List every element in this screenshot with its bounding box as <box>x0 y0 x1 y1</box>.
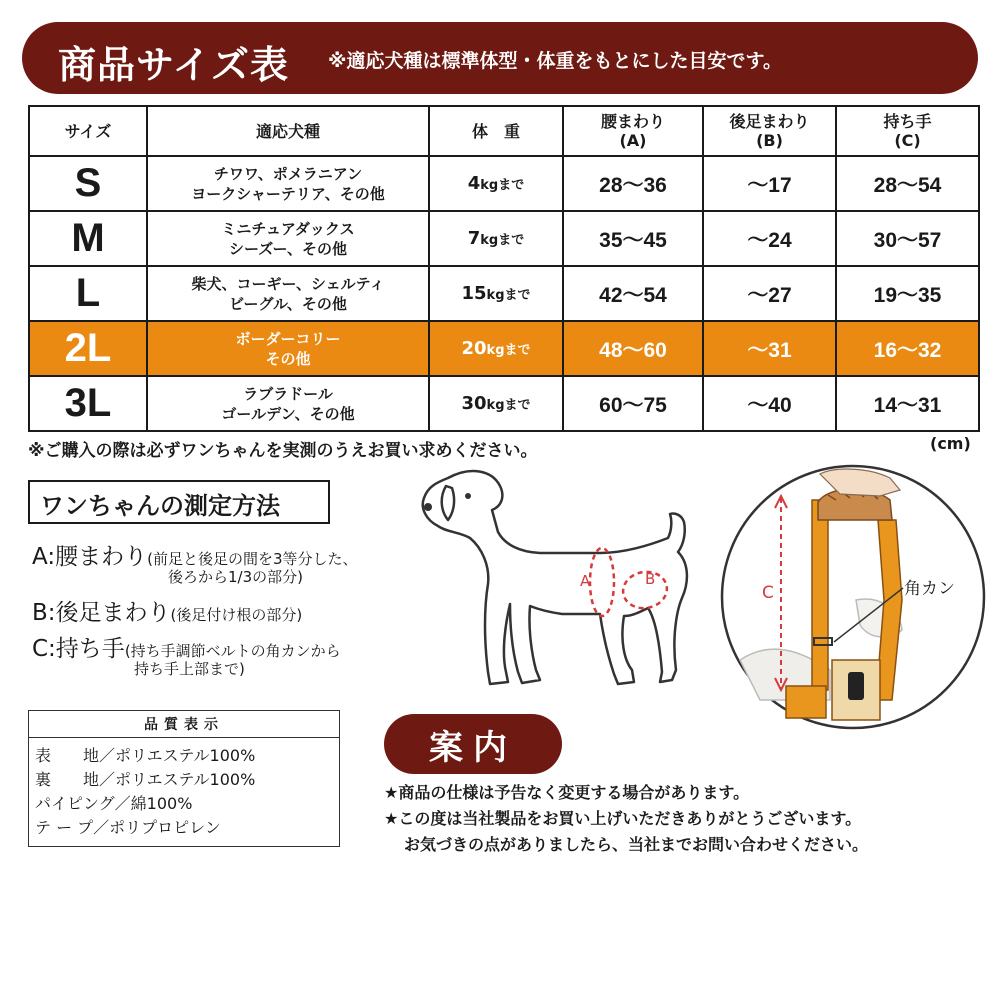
diagram-label-a: A <box>580 572 591 590</box>
annai-line-1: ★商品の仕様は予告なく変更する場合があります。 <box>384 783 750 802</box>
handle-cell: 16〜32 <box>836 321 979 376</box>
hind-cell: 〜17 <box>703 156 836 211</box>
measure-b: B:後足まわり(後足付け根の部分) <box>32 600 303 626</box>
waist-cell: 48〜60 <box>563 321 703 376</box>
purchase-footnote: ※ご購入の際は必ずワンちゃんを実測のうえお買い求めください。 <box>28 441 538 461</box>
weight-cell: 30kgまで <box>429 376 563 431</box>
quality-line: テ ー プ／ポリプロピレン <box>35 818 221 837</box>
waist-cell: 28〜36 <box>563 156 703 211</box>
quality-table <box>28 710 340 847</box>
kakukan-label: 角カン <box>904 579 955 599</box>
annai-line-3: お気づきの点がありましたら、当社までお問い合わせください。 <box>404 835 869 854</box>
quality-body <box>29 738 340 847</box>
waist-cell: 42〜54 <box>563 266 703 321</box>
measure-a: A:腰まわり(前足と後足の間を3等分した、 <box>32 544 358 570</box>
handle-cell: 14〜31 <box>836 376 979 431</box>
unit-label: (cm) <box>930 434 971 453</box>
weight-cell: 4kgまで <box>429 156 563 211</box>
diagram-label-b: B <box>645 570 656 588</box>
diagram-label-c: C <box>762 583 774 603</box>
measure-a-detail: 後ろから1/3の部分) <box>168 568 303 586</box>
handle-cell: 30〜57 <box>836 211 979 266</box>
waist-cell: 60〜75 <box>563 376 703 431</box>
handle-cell: 28〜54 <box>836 156 979 211</box>
breed-cell: チワワ、ポメラニアン ヨークシャーテリア、その他 <box>147 156 429 211</box>
size-cell: 3L <box>29 376 147 431</box>
quality-line: 表 地／ポリエステル100% <box>35 746 256 765</box>
header-hind: 後足まわり (B) <box>703 106 836 156</box>
header-weight: 体 重 <box>429 106 563 156</box>
header-size: サイズ <box>29 106 147 156</box>
quality-title: 品質表示 <box>29 711 340 738</box>
header-handle: 持ち手 (C) <box>836 106 979 156</box>
measure-c-detail: 持ち手上部まで) <box>134 660 245 678</box>
breed-cell: ボーダーコリー その他 <box>147 321 429 376</box>
measure-c: C:持ち手(持ち手調節ベルトの角カンから <box>32 636 341 662</box>
hind-cell: 〜40 <box>703 376 836 431</box>
size-cell: 2L <box>29 321 147 376</box>
handle-cell: 19〜35 <box>836 266 979 321</box>
annai-line-2: ★この度は当社製品をお買い上げいただきありがとうございます。 <box>384 809 862 828</box>
annai-title: 案内 <box>429 728 517 768</box>
size-cell: S <box>29 156 147 211</box>
breed-cell: ミニチュアダックス シーズー、その他 <box>147 211 429 266</box>
breed-cell: ラブラドール ゴールデン、その他 <box>147 376 429 431</box>
weight-cell: 20kgまで <box>429 321 563 376</box>
hind-cell: 〜27 <box>703 266 836 321</box>
hind-cell: 〜31 <box>703 321 836 376</box>
quality-line: 裏 地／ポリエステル100% <box>35 770 256 789</box>
weight-cell: 15kgまで <box>429 266 563 321</box>
header-note: ※適応犬種は標準体型・体重をもとにした目安です。 <box>328 50 782 72</box>
header-breed: 適応犬種 <box>147 106 429 156</box>
header-waist: 腰まわり (A) <box>563 106 703 156</box>
hind-cell: 〜24 <box>703 211 836 266</box>
breed-cell: 柴犬、コーギー、シェルティ ビーグル、その他 <box>147 266 429 321</box>
size-cell: M <box>29 211 147 266</box>
quality-line: パイピング／綿100% <box>35 794 193 813</box>
measure-title: ワンちゃんの測定方法 <box>40 492 280 520</box>
waist-cell: 35〜45 <box>563 211 703 266</box>
size-cell: L <box>29 266 147 321</box>
page-title: 商品サイズ表 <box>58 43 289 87</box>
weight-cell: 7kgまで <box>429 211 563 266</box>
